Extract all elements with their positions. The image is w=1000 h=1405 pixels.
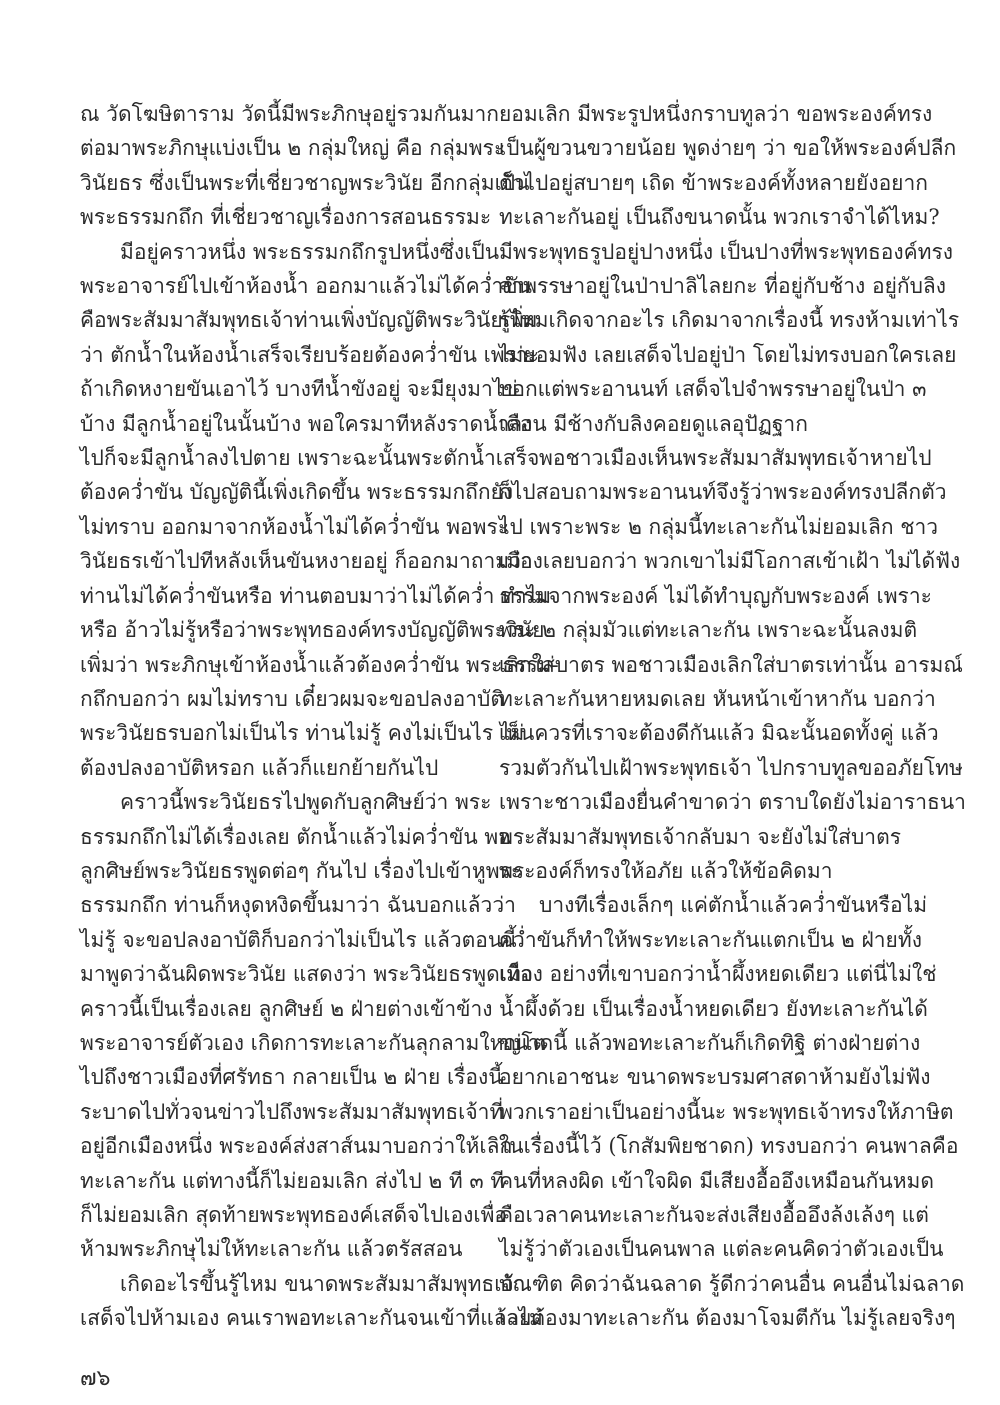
text-line: ห้ามพระภิกษุไม่ให้ทะเลาะกัน แล้วตรัสสอน [80, 1237, 463, 1262]
text-line: ในเรื่องนี้ไว้ (โกสัมพิยชาดก) ทรงบอกว่า คนพาลคือ [499, 1134, 959, 1159]
text-line: อยู่อีกเมืองหนึ่ง พระองค์ส่งสาส์นมาบอกว่าให้เลิก [80, 1134, 513, 1159]
text-line: บอกแต่พระอานนท์ เสด็จไปจำพรรษาอยู่ในป่า ๓ [499, 377, 927, 402]
text-line: คือพระสัมมาสัมพุทธเจ้าท่านเพิ่งบัญญัติพระวินัยเพิ่ม [80, 308, 538, 333]
text-line: ตัวไปอยู่สบายๆ เถิด ข้าพระองค์ทั้งหลายยังอยาก [499, 170, 928, 195]
text-line: น้ำผึ้งด้วย เป็นเรื่องน้ำหยดเดียว ยังทะเลาะกันได้ [499, 996, 928, 1021]
text-line: เพราะชาวเมืองยื่นคำขาดว่า ตราบใดยังไม่อาราธนา [499, 790, 966, 815]
text-line: ต้องปลงอาบัติหรอก แล้วก็แยกย้ายกันไป [80, 755, 439, 780]
text-line: ไม่รู้ จะขอปลงอาบัติก็บอกว่าไม่เป็นไร แล้วตอนนี้ [80, 927, 517, 952]
text-line: ว่า ตักน้ำในห้องน้ำเสร็จเรียบร้อยต้องคว่ำขัน เพราะ [80, 342, 539, 367]
text-line: พระสัมมาสัมพุทธเจ้ากลับมา จะยังไม่ใส่บาตร [499, 824, 902, 849]
text-line: ลูกศิษย์พระวินัยธรพูดต่อๆ กันไป เรื่องไปเข้าหูพระ [80, 858, 523, 883]
text-line: พระ ๒ กลุ่มมัวแต่ทะเลาะกัน เพราะฉะนั้นลงมติ [499, 618, 918, 643]
text-line: เป็นผู้ขวนขวายน้อย พูดง่ายๆ ว่า ขอให้พระองค์ปลีก [499, 136, 957, 161]
text-line: ไปก็จะมีลูกน้ำลงไปตาย เพราะฉะนั้นพระตักน้ำเสร็จ [80, 446, 540, 471]
text-line: ทะเลาะกันหายหมดเลย หันหน้าเข้าหากัน บอกว่า [499, 686, 936, 711]
text-line: อยากเอาชนะ ขนาดพระบรมศาสดาห้ามยังไม่ฟัง [499, 1065, 931, 1090]
text-line: หรือ อ้าวไม่รู้หรือว่าพระพุทธองค์ทรงบัญญัติพระวินัย [80, 618, 545, 643]
text-line: ไปถึงชาวเมืองที่ศรัทธา กลายเป็น ๒ ฝ่าย เรื่องนี้ [80, 1065, 503, 1090]
text-line: พระอาจารย์ตัวเอง เกิดการทะเลาะกันลุกลามใหญ่โต [80, 1030, 547, 1055]
page-number: ๗๖ [80, 1366, 111, 1391]
text-line: ธรรมจากพระองค์ ไม่ได้ทำบุญกับพระองค์ เพราะ [499, 583, 932, 608]
text-line: ขนาดนี้ แล้วพอทะเลาะกันก็เกิดทิฐิ ต่างฝ่ายต่าง [499, 1030, 921, 1055]
text-line: เกิดอะไรขึ้นรู้ไหม ขนาดพระสัมมาสัมพุทธเจ้า [80, 1271, 526, 1296]
text-line: เห็นควรที่เราจะต้องดีกันแล้ว มิฉะนั้นอดทั้งคู่ แล้ว [499, 721, 939, 746]
text-line: เลิกใส่บาตร พอชาวเมืองเลิกใส่บาตรเท่านั้น อารมณ์ [499, 652, 963, 677]
text-line: จำพรรษาอยู่ในป่าปาลิไลยกะ ที่อยู่กับช้าง อยู่กับลิง [499, 274, 947, 299]
text-line: มีพระพุทธรูปอยู่ปางหนึ่ง เป็นปางที่พระพุทธองค์ทรง [499, 239, 954, 264]
text-line: บัณฑิต คิดว่าฉันฉลาด รู้ดีกว่าคนอื่น คนอื่นไม่ฉลาด [499, 1271, 965, 1296]
text-line: ยอมเลิก มีพระรูปหนึ่งกราบทูลว่า ขอพระองค์ทรง [499, 102, 933, 126]
text-line: วินัยธร ซึ่งเป็นพระที่เชี่ยวชาญพระวินัย อีกกลุ่มเป็น [80, 170, 530, 195]
text-line: ต่อมาพระภิกษุแบ่งเป็น ๒ กลุ่มใหญ่ คือ กลุ่มพระ [80, 136, 506, 161]
text-line: ก็ไม่ยอมเลิก สุดท้ายพระพุทธองค์เสด็จไปเองเพื่อ [80, 1203, 508, 1227]
text-line: รู้ไหมเกิดจากอะไร เกิดมาจากเรื่องนี้ ทรงห้ามเท่าไร [499, 308, 960, 333]
text-line: กถึกบอกว่า ผมไม่ทราบ เดี๋ยวผมจะขอปลงอาบัติ [80, 686, 504, 711]
text-line: ไป เพราะพระ ๒ กลุ่มนี้ทะเลาะกันไม่ยอมเลิก ชาว [499, 514, 939, 539]
text-line: ต้องคว่ำขัน บัญญัตินี้เพิ่งเกิดขึ้น พระธรรมกถึกยัง [80, 480, 514, 505]
text-line: ไม่รู้ว่าตัวเองเป็นคนพาล แต่ละคนคิดว่าตัวเองเป็น [499, 1237, 944, 1262]
text-line: เพิ่มว่า พระภิกษุเข้าห้องน้ำแล้วต้องคว่ำขัน พระธรรม- [80, 652, 559, 677]
text-line: รวมตัวกันไปเฝ้าพระพุทธเจ้า ไปกราบทูลขออภัยโทษ [499, 755, 963, 780]
text-line: ธรรมกถึกไม่ได้เรื่องเลย ตักน้ำแล้วไม่คว่ำขัน พอ [80, 824, 511, 849]
text-line: บางทีเรื่องเล็กๆ แค่ตักน้ำแล้วคว่ำขันหรือไม่ [499, 893, 928, 918]
text-line: ก็ไปสอบถามพระอานนท์จึงรู้ว่าพระองค์ทรงปลีกตัว [499, 480, 947, 505]
text-line: มีอยู่คราวหนึ่ง พระธรรมกถึกรูปหนึ่งซึ่งเป็น [80, 239, 500, 264]
left-text-column [80, 97, 559, 1336]
text-line: พวกเราอย่าเป็นอย่างนี้นะ พระพุทธเจ้าทรงให้ภาษิต [499, 1099, 954, 1124]
text-line: คราวนี้พระวินัยธรไปพูดกับลูกศิษย์ว่า พระ [80, 790, 492, 815]
text-line: คนที่หลงผิด เข้าใจผิด มีเสียงอื้ออึงเหมือนกันหมด [499, 1168, 935, 1193]
text-line: พระวินัยธรบอกไม่เป็นไร ท่านไม่รู้ คงไม่เป็นไร ไม่ [80, 721, 525, 746]
text-line: พระอาจารย์ไปเข้าห้องน้ำ ออกมาแล้วไม่ได้คว่ำขัน [80, 274, 532, 299]
text-line: เมืองเลยบอกว่า พวกเขาไม่มีโอกาสเข้าเฝ้า ไม่ได้ฟัง [499, 549, 961, 574]
text-line: เสด็จไปห้ามเอง คนเราพอทะเลาะกันจนเข้าที่แล้วไม่ [80, 1306, 543, 1331]
text-line: ทะเลาะกัน แต่ทางนี้ก็ไม่ยอมเลิก ส่งไป ๒ ที ๓ ที [80, 1168, 505, 1193]
text-line: ไม่ทราบ ออกมาจากห้องน้ำไม่ได้คว่ำขัน พอพระ [80, 514, 510, 539]
text-line: ถ้าเกิดหงายขันเอาไว้ บางทีน้ำขังอยู่ จะมียุงมาไข่ [80, 377, 518, 402]
text-line: เลยต้องมาทะเลาะกัน ต้องมาโจมตีกัน ไม่รู้เลยจริงๆ [499, 1306, 956, 1331]
text-line: วินัยธรเข้าไปทีหลังเห็นขันหงายอยู่ ก็ออกมาถามว่า [80, 549, 533, 574]
text-line: คือเวลาคนทะเลาะกันจะส่งเสียงอื้ออึงล้งเล้งๆ แต่ [499, 1203, 929, 1227]
text-line: ธรรมกถึก ท่านก็หงุดหงิดขึ้นมาว่า ฉันบอกแล้วว่า [80, 893, 516, 918]
text-line: พระองค์ก็ทรงให้อภัย แล้วให้ข้อคิดมา [499, 858, 833, 883]
text-line: พอชาวเมืองเห็นพระสัมมาสัมพุทธเจ้าหายไป [499, 446, 932, 471]
text-line: ไม่ยอมฟัง เลยเสด็จไปอยู่ป่า โดยไม่ทรงบอกใครเลย [499, 342, 957, 367]
text-line: ระบาดไปทั่วจนข่าวไปถึงพระสัมมาสัมพุทธเจ้าที่ [80, 1099, 504, 1124]
right-text-column [499, 97, 966, 1336]
text-line: ท่านไม่ได้คว่ำขันหรือ ท่านตอบมาว่าไม่ได้คว่ำ ทำไม [80, 583, 552, 608]
text-line: เดือน มีช้างกับลิงคอยดูแลอุปัฏฐาก [499, 411, 808, 436]
text-line: คว่ำขันก็ทำให้พระทะเลาะกันแตกเป็น ๒ ฝ่ายทั้ง [499, 927, 922, 952]
text-line: ณ วัดโฆษิตาราม วัดนี้มีพระภิกษุอยู่รวมกันมาก [80, 102, 499, 126]
text-line: บ้าง มีลูกน้ำอยู่ในนั้นบ้าง พอใครมาทีหลังราดน้ำลง [80, 411, 533, 436]
text-line: คราวนี้เป็นเรื่องเลย ลูกศิษย์ ๒ ฝ่ายต่างเข้าข้าง [80, 996, 493, 1021]
text-line: เมือง อย่างที่เขาบอกว่าน้ำผึ้งหยดเดียว แต่นี่ไม่ใช่ [499, 962, 937, 987]
text-line: พระธรรมกถึก ที่เชี่ยวชาญเรื่องการสอนธรรมะ [80, 205, 492, 230]
text-line: มาพูดว่าฉันผิดพระวินัย แสดงว่า พระวินัยธรพูดเท็จ [80, 962, 534, 987]
text-line: ทะเลาะกันอยู่ เป็นถึงขนาดนั้น พวกเราจำได้ไหม? [499, 205, 940, 230]
